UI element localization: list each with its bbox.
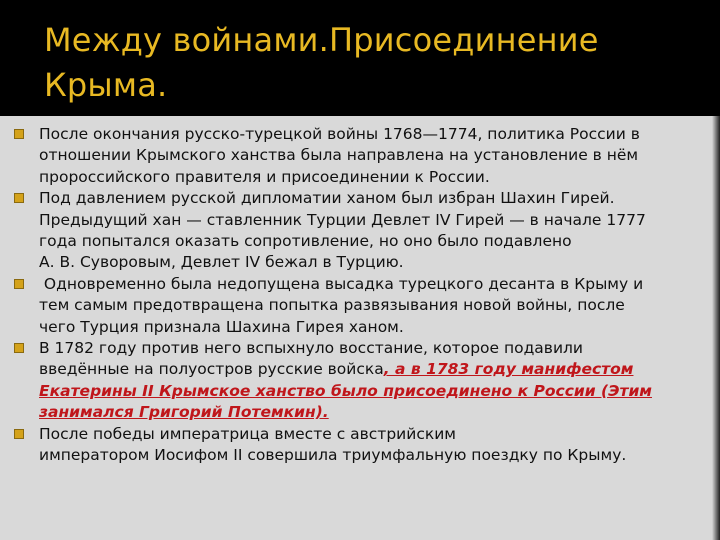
- bullet-4-line-3-highlight: Екатерины II Крымское ханство было присоединено к России (Этим: [39, 381, 652, 400]
- slide-title-line-2: Крыма.: [44, 66, 168, 104]
- title-bar: [0, 0, 720, 116]
- bullet-item-1: [14, 124, 720, 188]
- bullet-4-line-2-plain: введённые на полуостров русские войска: [39, 360, 384, 379]
- bullet-1-line-3: пророссийского правителя и присоединении к России.: [39, 167, 490, 186]
- bullet-1-line-1: После окончания русско-турецкой войны 1768—1774, политика России в: [39, 125, 640, 143]
- bullet-2-line-3: года попытался оказать сопротивление, но оно было подавлено: [39, 232, 572, 251]
- square-bullet-icon: [14, 129, 24, 139]
- bullet-4-line-2: [39, 359, 720, 380]
- bullet-1-line-2: отношении Крымского ханства была направлена на установление в нём: [39, 146, 639, 165]
- square-bullet-icon: [14, 279, 24, 289]
- bullet-4-line-2-highlight: , а в 1783 году манифестом: [383, 360, 634, 379]
- bullet-2-line-1: Под давлением русской дипломатии ханом был избран Шахин Гирей.: [39, 189, 615, 208]
- bullet-3-line-2: тем самым предотвращена попытка развязывания новой войны, после: [39, 296, 625, 315]
- bullet-list: [14, 124, 720, 467]
- bullet-5-line-2: императором Иосифом II совершила триумфальную поездку по Крыму.: [39, 446, 627, 465]
- bullet-4-line-1: В 1782 году против него вспыхнуло восстание, которое подавили: [39, 339, 583, 358]
- bullet-item-4: [14, 338, 720, 424]
- slide-title-line-1: Между войнами.Присоединение: [44, 21, 599, 59]
- bullet-2-line-2: Предыдущий хан — ставленник Турции Девлет IV Гирей — в начале 1777: [39, 210, 646, 229]
- bullet-4-line-4-highlight: занимался Григорий Потемкин).: [39, 403, 329, 422]
- bullet-3-line-1: Одновременно была недопущена высадка турецкого десанта в Крыму и: [39, 274, 644, 293]
- bullet-5-line-1: После победы императрица вместе с австрийским: [39, 424, 456, 443]
- square-bullet-icon: [14, 193, 24, 203]
- slide-title: [44, 18, 704, 108]
- bullet-2-line-4: А. В. Суворовым, Девлет IV бежал в Турцию.: [39, 253, 404, 272]
- bullet-item-2: [14, 188, 720, 274]
- square-bullet-icon: [14, 429, 24, 439]
- bullet-item-5: [14, 424, 720, 467]
- square-bullet-icon: [14, 343, 24, 353]
- bullet-item-3: [14, 274, 720, 338]
- bullet-3-line-3: чего Турция признала Шахина Гирея ханом.: [39, 317, 404, 336]
